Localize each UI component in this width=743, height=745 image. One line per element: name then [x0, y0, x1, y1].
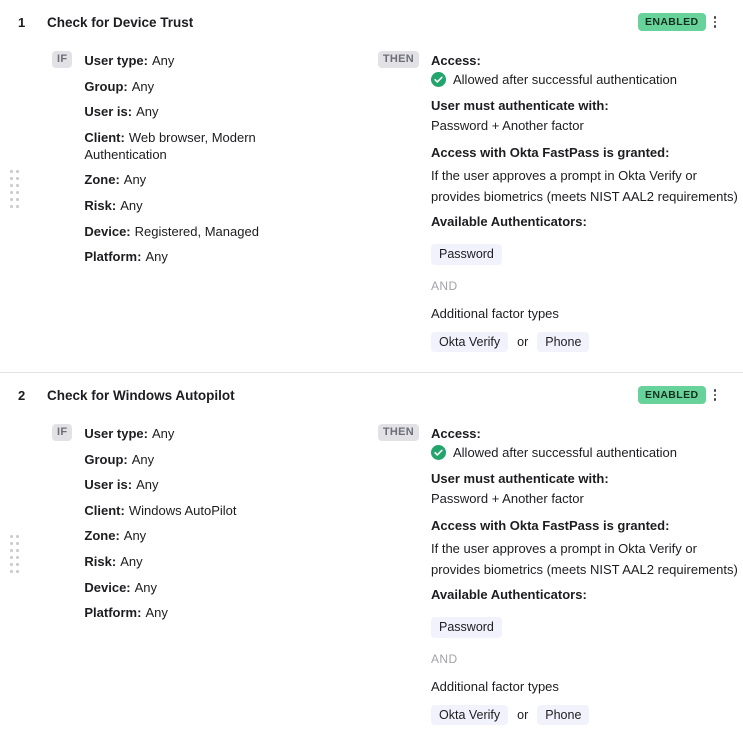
if-badge: IF: [52, 51, 72, 68]
condition-row: [84, 451, 327, 468]
condition-value: Any: [131, 451, 155, 467]
condition-row: [84, 579, 327, 596]
condition-row: [84, 103, 327, 120]
fastpass-label: Access with Okta FastPass is granted:: [431, 145, 670, 160]
access-label: Access:: [431, 53, 481, 68]
or-connector: or: [517, 334, 529, 349]
condition-row: [84, 171, 327, 188]
condition-value: Any: [120, 553, 143, 569]
condition-row: [84, 553, 327, 570]
condition-label: Device:: [84, 223, 131, 239]
rule-title: Check for Windows Autopilot: [47, 387, 235, 403]
status-badge: ENABLED: [638, 386, 706, 404]
condition-row: [84, 248, 327, 265]
then-badge: THEN: [378, 424, 419, 441]
auth-requirement-label: User must authenticate with:: [431, 98, 609, 113]
available-authenticators-label: Available Authenticators:: [431, 214, 587, 229]
access-value: Allowed after successful authentication: [453, 72, 678, 87]
condition-label: Client:: [84, 129, 125, 145]
condition-label: Group:: [84, 78, 128, 94]
rule-actions-menu-icon[interactable]: [711, 387, 720, 403]
condition-row: [84, 527, 327, 544]
condition-label: User is:: [84, 104, 133, 120]
condition-label: Platform:: [84, 249, 142, 265]
condition-row: [84, 78, 327, 95]
condition-value: Windows AutoPilot: [128, 502, 237, 518]
and-connector: AND: [431, 651, 458, 666]
condition-value: Any: [145, 249, 168, 265]
condition-row: [84, 476, 327, 493]
condition-label: Device:: [84, 579, 131, 595]
auth-requirement-value: Password + Another factor: [431, 491, 584, 506]
additional-factor-types-label: Additional factor types: [431, 678, 559, 694]
condition-label: Risk:: [84, 553, 117, 569]
authenticator-chip: Phone: [537, 332, 589, 353]
condition-value: Any: [151, 426, 175, 441]
rule-header: [0, 12, 743, 32]
authenticator-chip: Password: [431, 244, 502, 265]
condition-value: Any: [123, 528, 147, 544]
condition-row: [84, 52, 327, 69]
fastpass-value: If the user approves a prompt in Okta Verify or provides biometrics (meets NIST AAL2 requirements): [431, 541, 738, 577]
status-badge: ENABLED: [638, 13, 706, 31]
fastpass-label: Access with Okta FastPass is granted:: [431, 518, 670, 533]
or-connector: or: [517, 707, 529, 722]
condition-value: Any: [136, 477, 159, 493]
condition-value: Any: [123, 172, 147, 188]
success-check-icon: [431, 445, 446, 460]
rule-number: 2: [18, 387, 26, 403]
condition-value: Any: [134, 579, 158, 595]
condition-row: [84, 223, 327, 240]
auth-requirement-label: User must authenticate with:: [431, 471, 609, 486]
condition-value: Any: [145, 605, 168, 621]
auth-requirement-value: Password + Another factor: [431, 118, 584, 133]
condition-value: Registered, Managed: [134, 223, 259, 239]
condition-value: Any: [120, 197, 143, 213]
access-value: Allowed after successful authentication: [453, 445, 678, 460]
authenticator-chip: Password: [431, 617, 502, 638]
additional-factor-types-label: Additional factor types: [431, 305, 559, 321]
condition-row: [84, 425, 327, 442]
rule-actions-menu-icon[interactable]: [711, 14, 720, 30]
rule-title: Check for Device Trust: [47, 14, 194, 30]
condition-label: User type:: [84, 53, 148, 68]
and-connector: AND: [431, 278, 458, 293]
rule-header: [0, 385, 743, 405]
available-authenticators-label: Available Authenticators:: [431, 587, 587, 602]
then-badge: THEN: [378, 51, 419, 68]
authenticator-chip: Okta Verify: [431, 332, 508, 353]
condition-row: [84, 502, 327, 519]
condition-label: Zone:: [84, 172, 120, 188]
condition-label: User is:: [84, 477, 133, 493]
condition-row: [84, 604, 327, 621]
condition-value: Any: [136, 104, 159, 120]
condition-label: Group:: [84, 451, 128, 467]
condition-label: Risk:: [84, 197, 117, 213]
authenticator-chip: Okta Verify: [431, 705, 508, 726]
condition-row: [84, 197, 327, 214]
if-conditions-list: [84, 52, 327, 274]
condition-label: Platform:: [84, 605, 142, 621]
drag-handle-icon[interactable]: [8, 533, 21, 575]
fastpass-value: If the user approves a prompt in Okta Verify or provides biometrics (meets NIST AAL2 requirements): [431, 168, 738, 204]
condition-label: User type:: [84, 426, 148, 441]
condition-value: Any: [131, 78, 155, 94]
authenticator-chip: Phone: [537, 705, 589, 726]
access-label: Access:: [431, 426, 481, 441]
policy-rule-2: [0, 373, 743, 745]
drag-handle-icon[interactable]: [8, 168, 21, 210]
policy-rule-1: [0, 0, 743, 372]
condition-value: Web browser, Modern Authentication: [84, 129, 256, 162]
if-conditions-list: [84, 425, 327, 630]
condition-label: Zone:: [84, 528, 120, 544]
success-check-icon: [431, 72, 446, 87]
condition-label: Client:: [84, 502, 125, 518]
if-badge: IF: [52, 424, 72, 441]
condition-value: Any: [151, 53, 175, 68]
condition-row: [84, 129, 327, 163]
rule-number: 1: [18, 14, 26, 30]
